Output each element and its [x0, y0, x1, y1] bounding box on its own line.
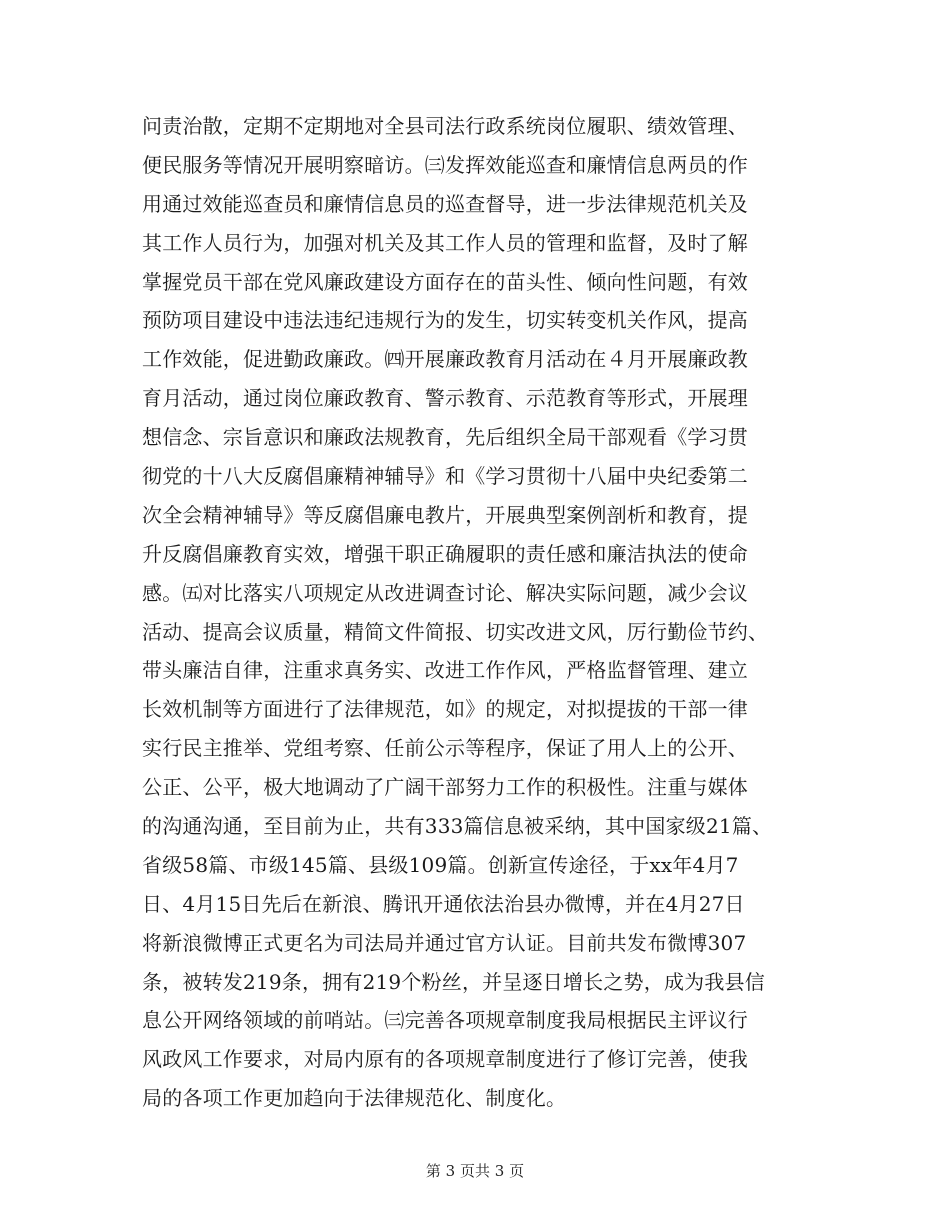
text-line: 息公开网络领域的前哨站。㈢完善各项规章制度我局根据民主评议行 [142, 1008, 748, 1033]
text-line: 彻党的十八大反腐倡廉精神辅导》和《学习贯彻十八届中央纪委第二 [142, 464, 748, 489]
text-line: 公正、公平，极大地调动了广阔干部努力工作的积极性。注重与媒体 [142, 775, 748, 800]
text-line: 掌握党员干部在党风廉政建设方面存在的苗头性、倾向性问题，有效 [142, 269, 748, 294]
text-line: 升反腐倡廉教育实效，增强干职正确履职的责任感和廉洁执法的使命 [142, 541, 748, 566]
text-line: 将新浪微博正式更名为司法局并通过官方认证。目前共发布微博307 [142, 930, 747, 955]
text-line: 活动、提高会议质量，精简文件简报、切实改进文风，厉行勤俭节约、 [142, 619, 769, 644]
text-line: 长效机制等方面进行了法律规范，如》的规定，对拟提拔的干部一律 [142, 697, 748, 722]
text-line: 问责治散，定期不定期地对全县司法行政系统岗位履职、绩效管理、 [142, 114, 748, 138]
page-number-label: 第 3 页共 3 页 [425, 1162, 525, 1180]
text-line: 次全会精神辅导》等反腐倡廉电教片，开展典型案例剖析和教育，提 [142, 502, 748, 527]
text-line: 条，被转发219条，拥有219个粉丝，并呈逐日增长之势，成为我县信 [142, 969, 765, 994]
text-line: 便民服务等情况开展明察暗访。㈢发挥效能巡查和廉情信息两员的作 [142, 152, 748, 177]
text-line: 风政风工作要求，对局内原有的各项规章制度进行了修订完善，使我 [142, 1047, 748, 1072]
body-paragraph [142, 107, 822, 1118]
text-line: 省级58篇、市级145篇、县级109篇。创新宣传途径，于xx年4月7 [142, 852, 739, 877]
text-line: 其工作人员行为，加强对机关及其工作人员的管理和监督，及时了解 [142, 230, 748, 255]
text-line: 日、4月15日先后在新浪、腾讯开通依法治县办微博，并在4月27日 [142, 891, 745, 916]
text-line: 带头廉洁自律，注重求真务实、改进工作作风，严格监督管理、建立 [142, 658, 748, 683]
text-line: 育月活动，通过岗位廉政教育、警示教育、示范教育等形式，开展理 [142, 386, 748, 411]
text-line: 用通过效能巡查员和廉情信息员的巡查督导，进一步法律规范机关及 [142, 191, 748, 216]
text-line: 预防项目建设中违法违纪违规行为的发生，切实转变机关作风，提高 [142, 308, 748, 333]
page-footer [0, 1160, 950, 1181]
text-line: 工作效能，促进勤政廉政。㈣开展廉政教育月活动在４月开展廉政教 [142, 347, 748, 372]
text-line: 感。㈤对比落实八项规定从改进调查讨论、解决实际问题，减少会议 [142, 580, 748, 605]
text-line: 实行民主推举、党组考察、任前公示等程序，保证了用人上的公开、 [142, 736, 748, 761]
text-line: 想信念、宗旨意识和廉政法规教育，先后组织全局干部观看《学习贯 [142, 425, 748, 450]
text-line: 局的各项工作更加趋向于法律规范化、制度化。 [142, 1086, 567, 1111]
text-line: 的沟通沟通，至目前为止，共有333篇信息被采纳，其中国家级21篇、 [142, 814, 773, 839]
